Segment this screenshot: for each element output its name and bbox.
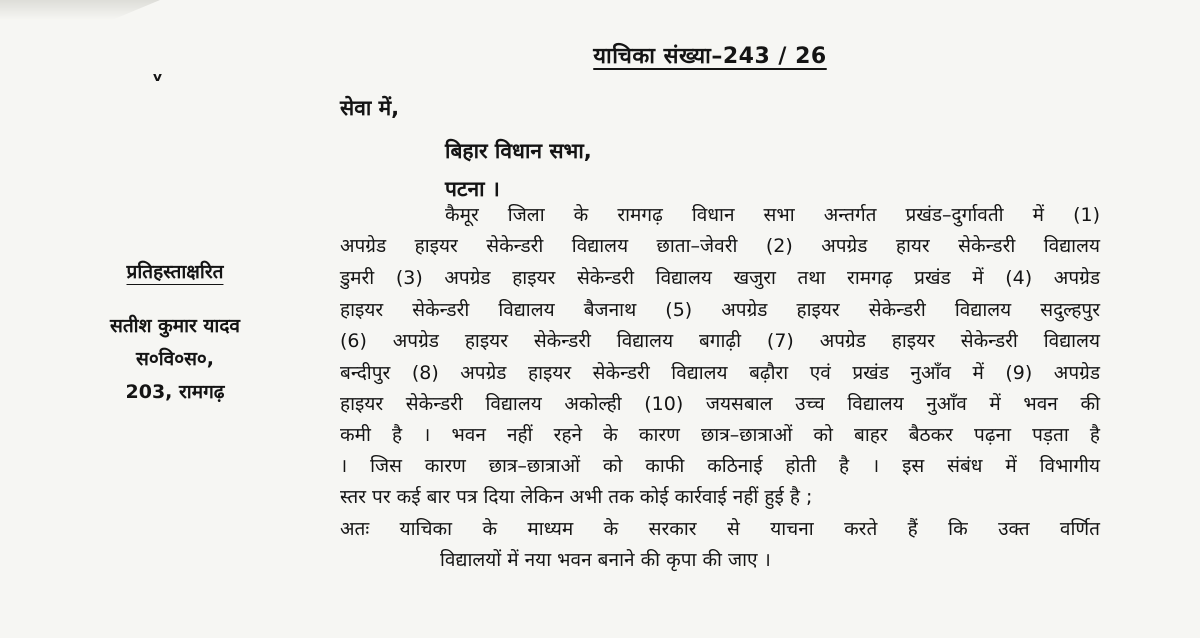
body-line-4: हाइयर सेकेन्डरी विद्यालय बैजनाथ (5) अपग्रेड हाइयर सेकेन्डरी विद्यालय सदुल्हपुर [340, 299, 1100, 321]
body-line-1: कैमूर जिला के रामगढ़ विधान सभा अन्तर्गत प्रखंड–दुर्गावती में (1) [445, 204, 1100, 226]
body-line-3: डुमरी (3) अपग्रेड हाइयर सेकेन्डरी विद्यालय खजुरा तथा रामगढ़ प्रखंड में (4) अपग्रेड [340, 267, 1100, 289]
handwritten-mark: ᵥ [152, 62, 164, 87]
body-line-6: बन्दीपुर (8) अपग्रेड हाइयर सेकेन्डरी विद्यालय बढ़ौरा एवं प्रखंड नुआँव में (9) अपग्रेड [340, 362, 1100, 384]
petition-title [0, 40, 1200, 70]
countersigned-heading: प्रतिहस्ताक्षरित [126, 261, 224, 283]
body-line-7: हाइयर सेकेन्डरी विद्यालय अकोल्ही (10) जयसबाल उच्च विद्यालय नुआँव में भवन की [340, 393, 1100, 415]
salutation: सेवा में, [340, 96, 400, 120]
body-line-10: स्तर पर कई बार पत्र दिया लेकिन अभी तक कोई कार्रवाई नहीं हुई है ; [340, 486, 813, 508]
body-line-9: । जिस कारण छात्र–छात्राओं को काफी कठिनाई होती है । इस संबंध में विभागीय [340, 455, 1100, 477]
signatory-constituency: 203, रामगढ़ [125, 381, 225, 403]
body-line-11: अतः याचिका के माध्यम के सरकार से याचना करते हैं कि उक्त वर्णित [340, 518, 1100, 540]
body-line-2: अपग्रेड हाइयर सेकेन्डरी विद्यालय छाता–जेवरी (2) अपग्रेड हायर सेकेन्डरी विद्यालय [340, 235, 1100, 257]
signatory-designation: स०वि०स०, [135, 348, 215, 370]
body-line-8: कमी है । भवन नहीं रहने के कारण छात्र–छात्राओं को बाहर बैठकर पढ़ना पड़ता है [340, 424, 1100, 446]
petition-number: याचिका संख्या–243 / 26 [593, 44, 827, 69]
page-corner-fold [0, 0, 160, 20]
body-line-5: (6) अपग्रेड हाइयर सेकेन्डरी विद्यालय बगाढ़ी (7) अपग्रेड हाइयर सेकेन्डरी विद्यालय [340, 330, 1100, 352]
address-line-assembly: बिहार विधान सभा, [445, 139, 592, 163]
signatory-name: सतीश कुमार यादव [110, 315, 240, 337]
body-line-12: विद्यालयों में नया भवन बनाने की कृपा की जाए । [440, 549, 771, 571]
address-line-city: पटना । [445, 177, 500, 201]
